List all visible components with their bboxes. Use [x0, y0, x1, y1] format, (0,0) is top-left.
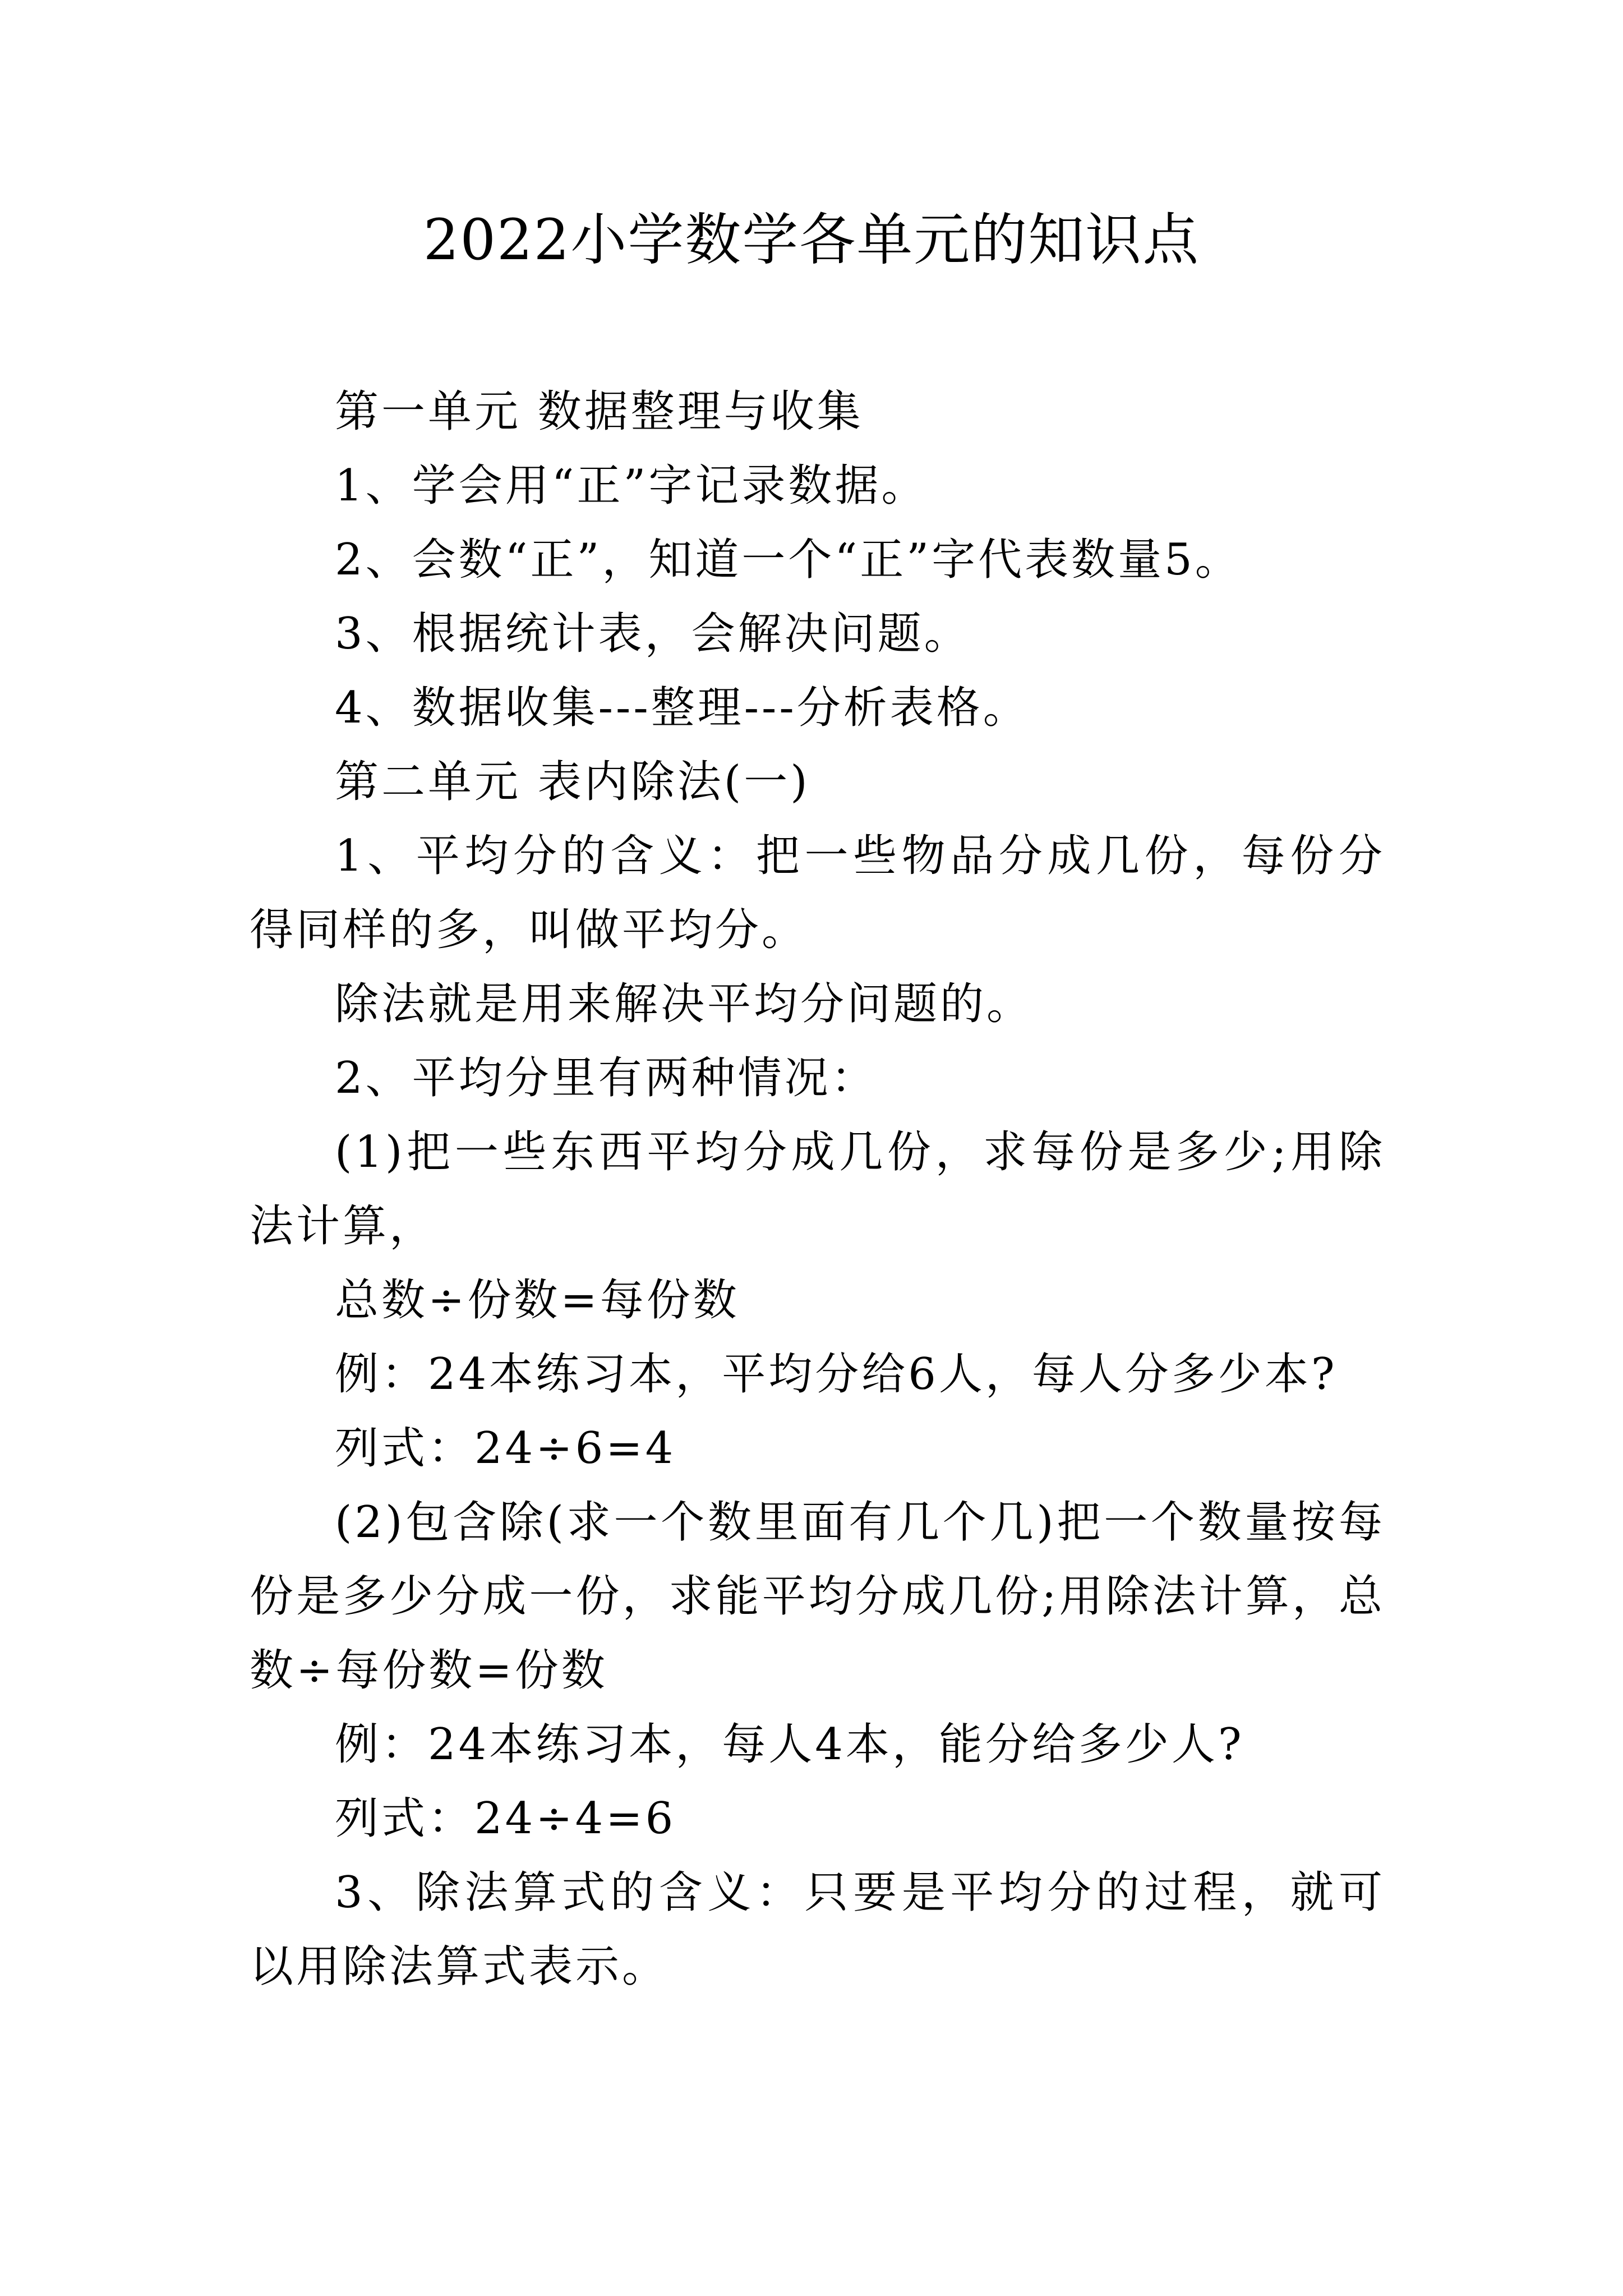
example: 例：24本练习本，每人4本，能分给多少人? [335, 1719, 1244, 1770]
paragraph: 3、根据统计表，会解决问题。 [335, 609, 971, 659]
paragraph: 2、会数“正”，知道一个“正”字代表数量5。 [335, 535, 1242, 585]
document-body [250, 375, 1385, 2004]
paragraph: 3、除法算式的含义：只要是平均分的过程，就可以用除法算式表示。 [250, 1867, 1385, 1992]
unit-heading: 第二单元 表内除法(一) [335, 757, 810, 807]
formula: 总数÷份数=每份数 [335, 1275, 740, 1326]
paragraph: 4、数据收集---整理---分析表格。 [335, 683, 1030, 733]
formula: 列式：24÷4=6 [335, 1793, 676, 1844]
paragraph: (1)把一些东西平均分成几份，求每份是多少;用除法计算， [250, 1127, 1385, 1251]
paragraph: 除法就是用来解决平均分问题的。 [335, 979, 1034, 1029]
paragraph: (2)包含除(求一个数里面有几个几)把一个数量按每份是多少分成一份，求能平均分成几份;用除法计算，总数÷每份数=份数 [250, 1497, 1385, 1696]
document-title: 2022小学数学各单元的知识点 [423, 207, 1200, 273]
example: 例：24本练习本，平均分给6人，每人分多少本? [335, 1349, 1338, 1400]
unit-heading: 第一单元 数据整理与收集 [335, 386, 864, 437]
paragraph: 2、平均分里有两种情况： [335, 1053, 878, 1103]
paragraph: 1、平均分的含义：把一些物品分成几份，每份分得同样的多，叫做平均分。 [250, 831, 1385, 955]
formula: 列式：24÷6=4 [335, 1423, 676, 1474]
paragraph: 1、学会用“正”字记录数据。 [335, 461, 928, 511]
